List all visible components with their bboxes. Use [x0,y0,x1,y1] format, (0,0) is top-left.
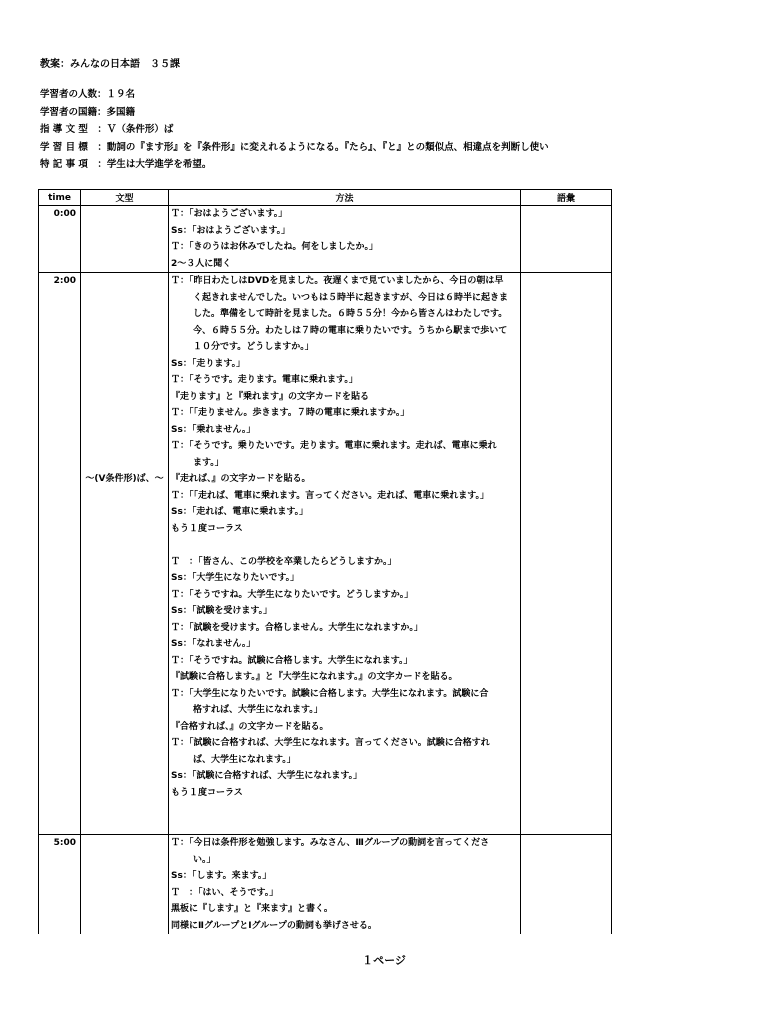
method-line: Ｔ ：「皆さん、この学校を卒業したらどうしますか。」 [171,556,397,567]
method-line: Ｔ：「そうですね。試験に合格します。大学生になれます。」 [171,655,413,666]
info-line: 学習者の国籍：多国籍 [40,106,136,118]
info-line: 学習者の人数：１９名 [40,89,136,100]
method-line: 『走ります』と『乗れます』の文字カードを貼る [171,391,370,402]
lesson-info [40,86,620,174]
pattern-cell [81,206,169,273]
header-time: time [39,190,81,206]
method-line [171,801,520,818]
method-line [171,537,520,554]
pattern-cell [81,273,169,835]
table-row [39,835,612,935]
page-number: １ページ [362,954,406,967]
header-pattern: 文型 [81,190,169,206]
method-line: Ss：「試験に合格すれば、大学生になれます。」 [171,771,363,781]
method-line [171,818,520,835]
method-line: Ｔ：「そうです。乗りたいです。走ります。電車に乗れます。走れば、電車に乗れ [171,441,497,451]
method-line: 今、６時５５分。わたしは７時の電車に乗りたいです。うちから駅まで歩いて [193,325,508,336]
method-line: Ｔ：「大学生になりたいです。試験に合格します。大学生になれます。試験に合 [171,688,489,699]
info-line: 特 記 事 項 ：学生は大学進学を希望。 [40,159,212,170]
method-line: Ｔ：「きのうはお休みでしたね。何をしましたか。」 [171,242,379,252]
document-title: 教案：みんなの日本語 ３５課 [40,59,180,70]
method-line: もう１度コーラス [171,787,243,798]
vocab-cell [521,206,612,273]
method-line: もう１度コーラス [171,523,243,534]
method-line: Ss：「走ります。」 [171,358,246,369]
method-line: 格すれば、大学生になれます。」 [193,705,323,715]
method-line: 『試験に合格します。』と『大学生になれます。』の文字カードを貼る。 [171,672,458,682]
method-line: Ｔ：「今日は条件形を勉強します。みなさん、Ⅲグループの動詞を言ってくださ [171,838,490,848]
method-line: く起きれませんでした。いつもは５時半に起きますが、今日は６時半に起きま [193,292,509,303]
info-line: 指 導 文 型 ：Ｖ（条件形）ば [40,124,174,135]
method-line: 『走れば、』の文字カードを貼る。 [171,474,311,484]
header-method: 方法 [169,190,521,206]
method-line: Ｔ ：「はい、そうです。」 [171,887,279,898]
method-line: Ss：「乗れません。」 [171,424,256,435]
table-row [39,206,612,273]
method-line: Ｔ：「試験に合格すれば、大学生になれます。言ってください。試験に合格すれ [171,738,490,748]
method-cell [169,273,521,835]
method-line: ば、大学生になれます。」 [193,754,296,765]
table-header-row [39,190,612,206]
method-line: １０分です。どうしますか。」 [193,342,314,352]
time-cell: 2:00 [39,273,81,835]
method-line: Ｔ：「「走りません。歩きます。７時の電車に乗れますか。」 [171,408,410,418]
table-row [39,273,612,835]
method-line: 2～３人に聞く [171,258,232,269]
vocab-cell [521,835,612,935]
method-line: した。準備をして時計を見ました。６時５５分！今から皆さんはわたしです。 [193,309,508,319]
method-line: 同様にⅡグループとⅠグループの動詞も挙げさせる。 [171,920,377,931]
method-cell [169,206,521,273]
method-line: 黒板に『します』と『来ます』と書く。 [171,904,333,914]
method-line: Ｔ：「そうです。走ります。電車に乗れます。」 [171,375,358,385]
method-line: Ss：「なれません。」 [171,639,256,649]
lesson-plan-table [38,189,612,934]
method-line: 『合格すれば、』の文字カードを貼る。 [171,721,329,732]
time-cell: 0:00 [39,206,81,273]
method-cell [169,835,521,935]
pattern-text: ～(V条件形)ば、～ [85,474,164,484]
vocab-cell [521,273,612,835]
header-vocab: 語彙 [521,190,612,206]
method-line: Ss：「おはようございます。」 [171,225,291,236]
table-body [39,206,612,935]
method-line: い。」 [193,854,216,865]
method-line: ます。」 [193,457,224,468]
pattern-cell [81,835,169,935]
time-cell: 5:00 [39,835,81,935]
method-line: Ｔ：「そうですね。大学生になりたいです。どうしますか。」 [171,589,414,600]
method-line: Ss：「走れば、電車に乗れます。」 [171,507,309,517]
info-line: 学 習 目 標 ：動詞の『ます形』を『条件形』に変えれるようになる。『たら』、『と』との類似点、相違点を判断し使い [40,141,549,153]
method-line: Ｔ：「昨日わたしはDVDを見ました。夜遅くまで見ていましたから、今日の朝は早 [171,276,504,286]
method-line: Ss：「大学生になりたいです。」 [171,573,300,583]
method-line: Ss：「試験を受けます。」 [171,606,273,616]
method-line: Ｔ：「試験を受けます。合格しません。大学生になれますか。」 [171,622,423,633]
method-line: Ｔ：「おはようございます。」 [171,209,288,219]
method-line: Ss：「します。来ます。」 [171,871,272,881]
method-line: Ｔ：「「走れば、電車に乗れます。言ってください。走れば、電車に乗れます。」 [171,490,490,501]
